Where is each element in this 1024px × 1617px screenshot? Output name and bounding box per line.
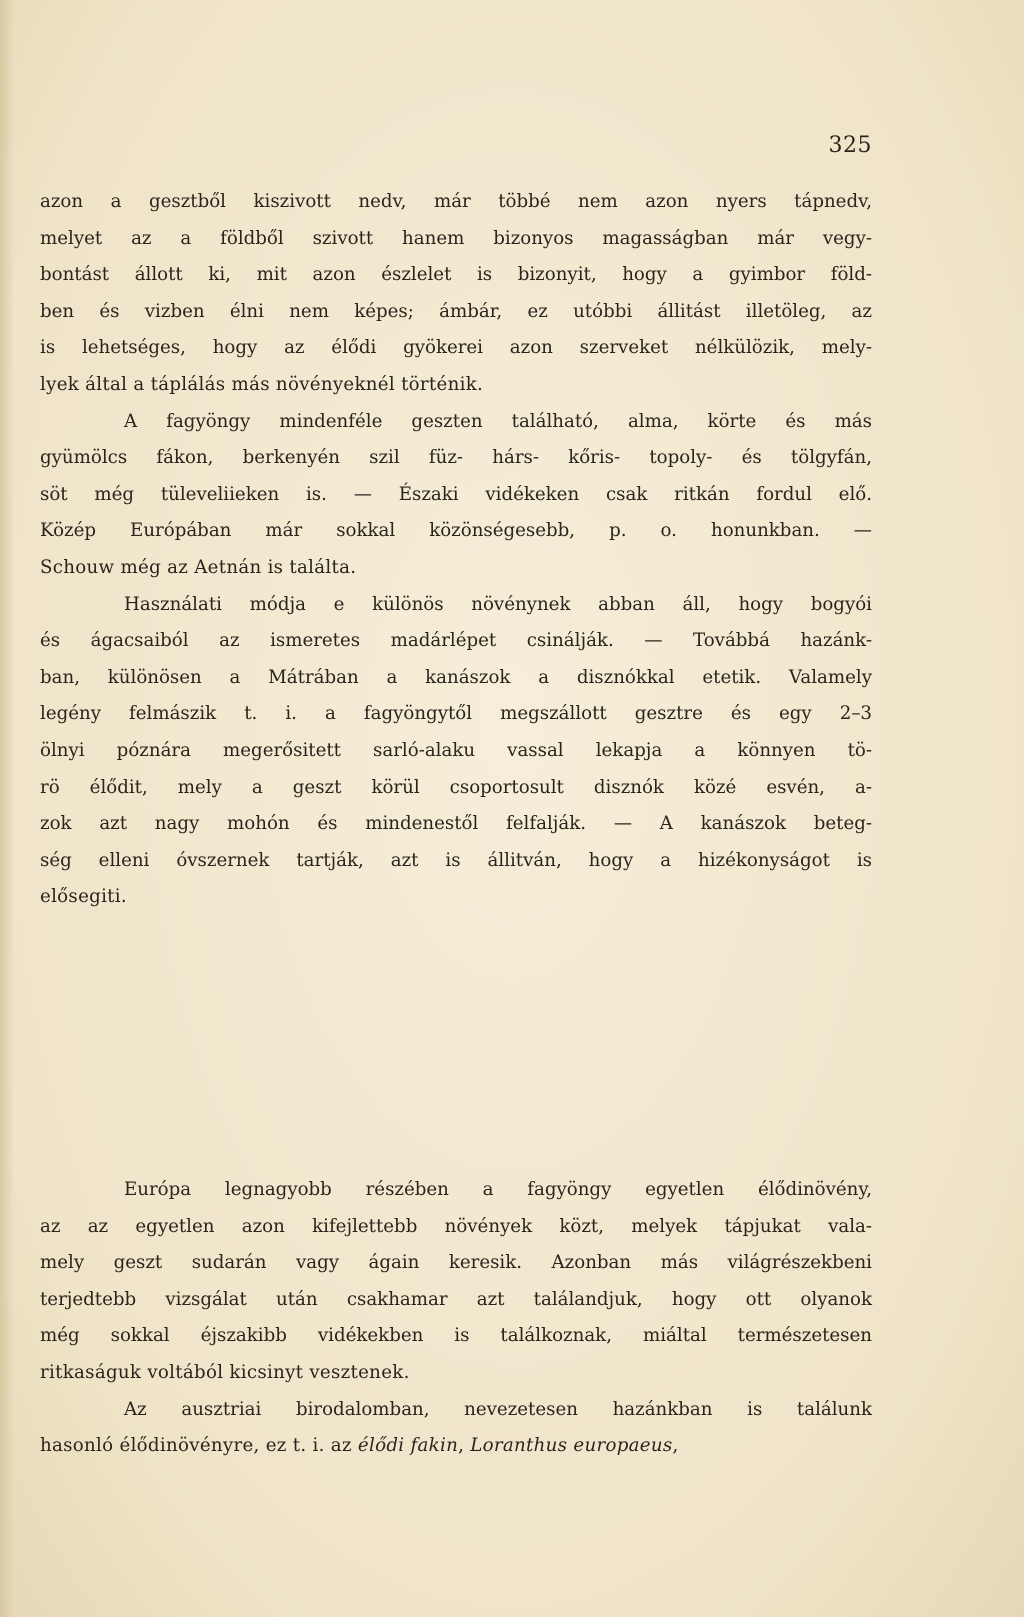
text-line: zok azt nagy mohón és mindenestől felfalják. — A kanászok beteg-	[40, 813, 872, 835]
text-line: még sokkal éjszakibb vidékekben is találkoznak, miáltal természetesen	[40, 1325, 872, 1347]
text-line: az az egyetlen azon kifejlettebb növények közt, melyek tápjukat vala-	[40, 1215, 872, 1237]
text-line: elősegiti.	[40, 886, 127, 908]
text-line: Közép Európában már sokkal közönségesebb, p. o. honunkban. —	[40, 520, 872, 542]
text-segment: hasonló élődinövényre, ez t. i. az	[40, 1435, 358, 1457]
paragraph-start-line: Az ausztriai birodalomban, nevezetesen hazánkban is találunk	[124, 1398, 872, 1420]
text-line: ség elleni óvszernek tartják, azt is állitván, hogy a hizékonyságot is	[40, 849, 872, 871]
text-block-2	[40, 1172, 872, 1465]
text-line-mixed	[40, 1428, 872, 1465]
text-line: bontást állott ki, mit azon észlelet is bizonyit, hogy a gyimbor föld-	[40, 264, 872, 286]
text-line: is lehetséges, hogy az élődi gyökerei azon szerveket nélkülözik, mely-	[40, 337, 872, 359]
text-block-1	[40, 184, 872, 916]
text-line: rö élődit, mely a geszt körül csoportosult disznók közé esvén, a-	[40, 776, 872, 798]
text-segment: ,	[672, 1435, 679, 1457]
italic-latin-name: Loranthus europaeus	[470, 1435, 673, 1457]
text-line: mely geszt sudarán vagy ágain keresik. Azonban más világrészekbeni	[40, 1252, 872, 1274]
page-binding-edge	[0, 0, 14, 1617]
text-line: azon a gesztből kiszivott nedv, már többé nem azon nyers tápnedv,	[40, 191, 872, 212]
paragraph-start-line: Európa legnagyobb részében a fagyöngy egyetlen élődinövény,	[124, 1179, 872, 1200]
paragraph-start-line: Használati módja e különös növénynek abban áll, hogy bogyói	[124, 593, 872, 615]
text-line: ölnyi póznára megerősitett sarló-alaku vassal lekapja a könnyen tö-	[40, 739, 872, 761]
text-line: ban, különösen a Mátrában a kanászok a disznókkal etetik. Valamely	[40, 666, 872, 688]
text-line: lyek által a táplálás más növényeknél történik.	[40, 373, 484, 395]
text-line: Schouw még az Aetnán is találta.	[40, 556, 357, 578]
text-line: gyümölcs fákon, berkenyén szil füz- hárs- kőris- topoly- és tölgyfán,	[40, 447, 872, 469]
text-line: ritkaságuk voltából kicsinyt vesztenek.	[40, 1361, 410, 1383]
text-line: melyet az a földből szivott hanem bizonyos magasságban már vegy-	[40, 227, 872, 249]
page-number: 325	[828, 133, 872, 158]
text-segment: ,	[458, 1435, 471, 1457]
text-line: ben és vizben élni nem képes; ámbár, ez utóbbi állitást illetöleg, az	[40, 300, 872, 322]
italic-term: élődi fakin	[357, 1435, 459, 1457]
paragraph-start-line: A fagyöngy mindenféle geszten található, alma, körte és más	[124, 410, 872, 432]
text-line: legény felmászik t. i. a fagyöngytől megszállott gesztre és egy 2–3	[40, 703, 872, 725]
text-line: terjedtebb vizsgálat után csakhamar azt találandjuk, hogy ott olyanok	[40, 1288, 872, 1310]
text-line: és ágacsaiból az ismeretes madárlépet csinálják. — Továbbá hazánk-	[40, 630, 872, 652]
text-line: söt még tüleveliieken is. — Északi vidékeken csak ritkán fordul elő.	[40, 483, 872, 505]
